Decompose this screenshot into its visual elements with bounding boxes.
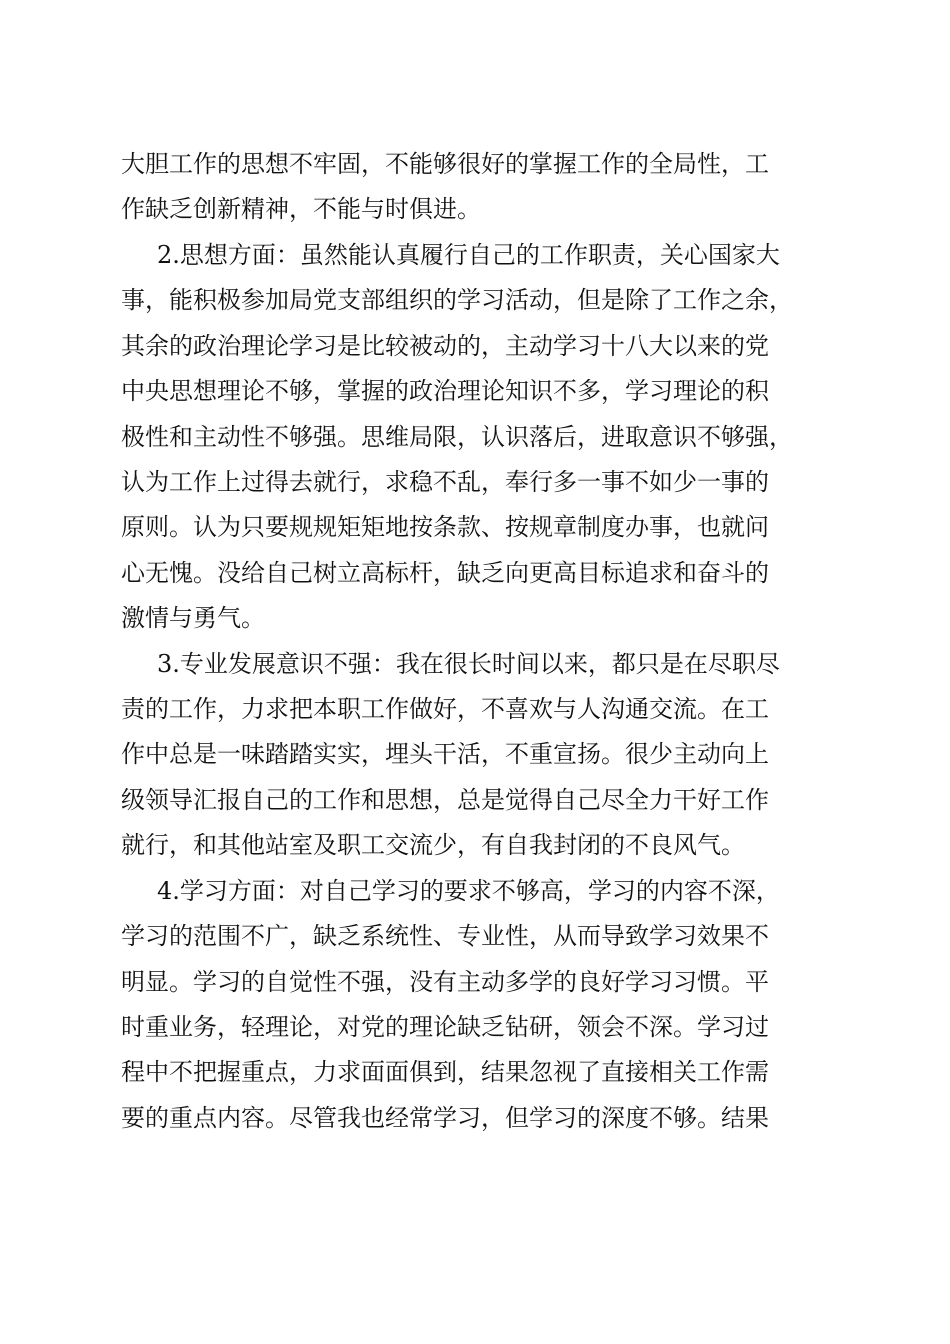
text-line: 级领导汇报自己的工作和思想，总是觉得自己尽全力干好工作 bbox=[121, 786, 769, 814]
text-line: 要的重点内容。尽管我也经常学习，但学习的深度不够。结果 bbox=[121, 1104, 769, 1132]
text-line: 程中不把握重点，力求面面俱到，结果忽视了直接相关工作需 bbox=[121, 1058, 769, 1086]
text-line: 作中总是一味踏踏实实，埋头干活，不重宣扬。很少主动向上 bbox=[121, 740, 769, 768]
text-line: 就行，和其他站室及职工交流少，有自我封闭的不良风气。 bbox=[121, 831, 745, 859]
text-line: 责的工作，力求把本职工作做好，不喜欢与人沟通交流。在工 bbox=[121, 695, 769, 723]
text-line: 事，能积极参加局党支部组织的学习活动，但是除了工作之余， bbox=[121, 286, 793, 314]
text-line: 明显。学习的自觉性不强，没有主动多学的良好学习习惯。平 bbox=[121, 968, 769, 996]
paragraph-first-line: 3.专业发展意识不强：我在很长时间以来，都只是在尽职尽 bbox=[157, 650, 780, 678]
text-line: 时重业务，轻理论，对党的理论缺乏钻研，领会不深。学习过 bbox=[121, 1013, 769, 1041]
text-line: 其余的政治理论学习是比较被动的，主动学习十八大以来的党 bbox=[121, 332, 769, 360]
text-line: 中央思想理论不够，掌握的政治理论知识不多，学习理论的积 bbox=[121, 377, 769, 405]
text-line: 激情与勇气。 bbox=[121, 604, 265, 632]
paragraph-first-line: 2.思想方面：虽然能认真履行自己的工作职责，关心国家大 bbox=[157, 241, 780, 269]
text-line: 原则。认为只要规规矩矩地按条款、按规章制度办事，也就问 bbox=[121, 513, 769, 541]
text-line: 认为工作上过得去就行，求稳不乱，奉行多一事不如少一事的 bbox=[121, 468, 769, 496]
paragraph-first-line: 4.学习方面：对自己学习的要求不够高，学习的内容不深， bbox=[157, 877, 780, 905]
text-line: 大胆工作的思想不牢固，不能够很好的掌握工作的全局性，工 bbox=[121, 150, 769, 178]
text-line: 心无愧。没给自己树立高标杆，缺乏向更高目标追求和奋斗的 bbox=[121, 559, 769, 587]
text-line: 作缺乏创新精神，不能与时俱进。 bbox=[121, 195, 481, 223]
text-line: 极性和主动性不够强。思维局限，认识落后，进取意识不够强， bbox=[121, 423, 793, 451]
text-line: 学习的范围不广，缺乏系统性、专业性，从而导致学习效果不 bbox=[121, 922, 769, 950]
